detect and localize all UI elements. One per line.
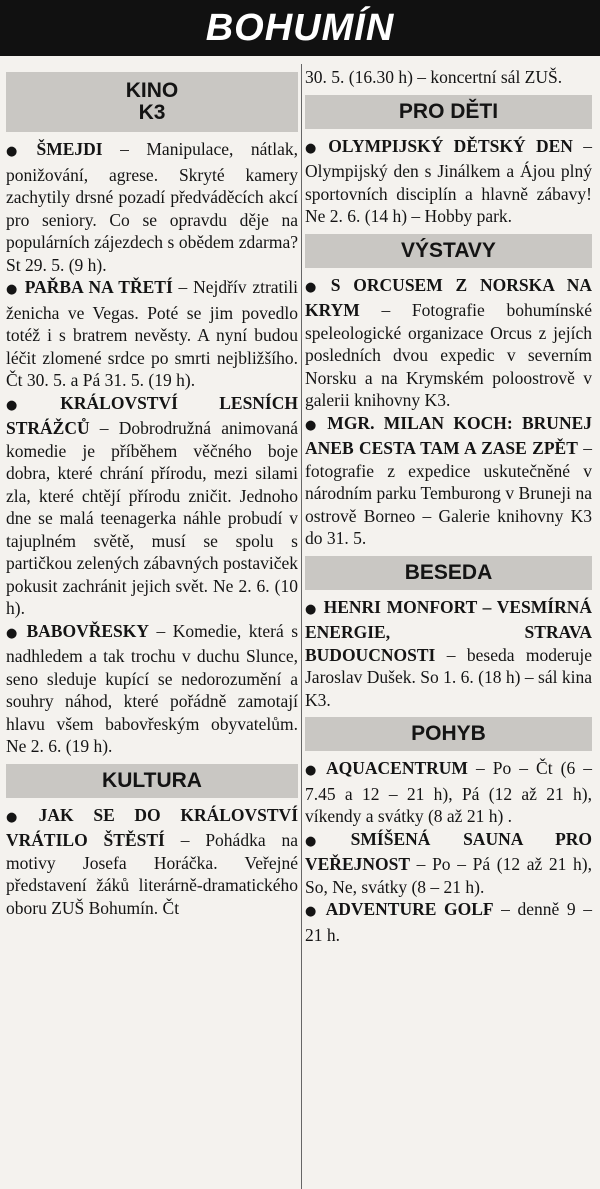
section-heading-pro-deti (305, 95, 592, 129)
event-title: ADVENTURE GOLF (325, 899, 494, 919)
event-title: JAK SE DO KRÁLOVSTVÍ VRÁTILO ŠTĚSTÍ (6, 804, 299, 850)
event-entry (305, 135, 592, 228)
event-text: – Dobrodružná animovaná komedie je příběhem věčného boje dobra, které chrání přírodu, mezi silami zla, které chtějí přírodu zničit. Jednoho dne se malá teenagerka náhle probudí v tajuplném světě, musí se spolu s partičkou zelených zábavných postaviček pokusit zachránit jejich svět. Ne 2. 6. (10 h). (6, 418, 298, 618)
event-entry (305, 757, 592, 828)
event-text: – denně 9 – 21 h. (305, 899, 592, 945)
event-text: – beseda moderuje Jaroslav Dušek. So 1. 6. (18 h) – sál kina K3. (305, 644, 592, 710)
right-column (305, 66, 592, 1189)
event-entry (6, 804, 298, 920)
section-heading-vystavy (305, 234, 592, 268)
vystavy-heading: VÝSTAVY (401, 238, 496, 262)
event-entry (305, 898, 592, 946)
bullet-icon: ● (6, 282, 19, 297)
event-entry (305, 412, 592, 550)
bullet-icon: ● (305, 140, 323, 156)
event-text: – Nejdřív ztratili ženicha ve Vegas. Poté se jim povedlo totéž i s bratrem nevěsty. A nyní budou léčit zlomené srdce po smrti nejbližšího. Čt 30. 5. a Pá 31. 5. (19 h). (6, 277, 298, 390)
bullet-icon: ● (6, 144, 31, 159)
event-title: MGR. MILAN KOCH: BRUNEJ ANEB CESTA TAM A ZASE ZPĚT (305, 412, 592, 458)
event-text: – Po – Pá (12 až 21 h), So, Ne, svátky (8 – 21 h). (305, 854, 592, 897)
bullet-icon: ● (305, 833, 345, 849)
event-text: – Pohádka na motivy Josefa Horáčka. Veřejné představení žáků literárně-dramatického oboru ZUŠ Bohumín. Čt (6, 830, 298, 918)
event-title: S ORCUSEM Z NORSKA NA KRYM (305, 274, 592, 320)
event-title: HENRI MONFORT – VESMÍRNÁ ENERGIE, STRAVA BUDOUCNOSTI (305, 596, 592, 665)
event-title: BABOVŘESKY (26, 620, 149, 641)
bullet-icon: ● (6, 809, 33, 825)
event-text: – Komedie, která s nadhledem a tak trochu v duchu Slunce, seno sleduje kupící se nedorozumění a souhry náhod, které pořádně zamotají hlavu všem babovřeským obyvatelům. Ne 2. 6. (19 h). (6, 620, 299, 756)
bullet-icon: ● (305, 417, 322, 433)
event-title: PAŘBA NA TŘETÍ (24, 277, 173, 297)
bullet-icon: ● (305, 763, 320, 778)
kultura-continuation: 30. 5. (16.30 h) – koncertní sál ZUŠ. (305, 67, 563, 87)
pro-deti-heading: PRO DĚTI (398, 99, 499, 123)
bullet-icon: ● (305, 601, 318, 617)
event-title: SMÍŠENÁ SAUNA PRO VEŘEJNOST (305, 828, 593, 874)
column-divider (301, 64, 302, 1189)
event-text: – fotografie z expedice uskutečněné v národním parku Temburong v Bruneji na ostrově Borneo – Galerie knihovny K3 do 31. 5. (305, 438, 592, 548)
bullet-icon: ● (305, 904, 320, 919)
page-title: BOHUMÍN (205, 6, 395, 49)
kultura-heading: KULTURA (102, 768, 202, 792)
event-text: – Manipulace, nátlak, ponižování, agrese. Skryté kamery zachytily drsné pozadí předváděcích akcí pro seniory. Co se opravdu děje na populárních zájezdech s obědem zdarma? St 29. 5. (9 h). (6, 139, 298, 275)
section-heading-beseda (305, 556, 592, 590)
section-heading-pohyb (305, 717, 592, 751)
bullet-icon: ● (6, 397, 55, 413)
event-title: ŠMEJDI (36, 139, 103, 159)
kino-subheading: K3 (138, 101, 166, 124)
section-heading-kultura (6, 764, 298, 798)
beseda-heading: BESEDA (404, 560, 493, 584)
event-entry (6, 620, 298, 758)
kino-heading: KINO (125, 79, 179, 102)
event-text: – Po – Čt (6 – 7.45 a 12 – 21 h), Pá (12 až 21 h), víkendy a svátky (8 až 21 h) . (305, 758, 592, 826)
pohyb-heading: POHYB (411, 722, 486, 745)
event-entry (305, 274, 592, 412)
event-entry (6, 276, 298, 392)
event-entry (305, 828, 592, 899)
event-title: OLYMPIJSKÝ DĚTSKÝ DEN (328, 135, 573, 156)
event-text: – Fotografie bohumínské speleologické organizace Orcus z jejích posledních dvou expedic v severním Norsku a na Krymském poloostrově v galerii knihovny K3. (305, 300, 592, 410)
bullet-icon: ● (305, 279, 325, 295)
event-entry (6, 138, 298, 276)
event-text: – Olympijský den s Jinálkem a Ájou plný sportovních disciplín a hlavně zábavy! Ne 2. 6. (14 h) – Hobby park. (305, 135, 593, 226)
masthead (0, 0, 600, 56)
section-heading-kino (6, 72, 298, 132)
event-title: KRÁLOVSTVÍ LESNÍCH STRÁŽCŮ (6, 392, 298, 438)
event-title: AQUACENTRUM (326, 758, 468, 778)
left-column (6, 66, 298, 1189)
bullet-icon: ● (6, 625, 21, 641)
event-entry (6, 392, 298, 620)
event-entry (305, 596, 592, 712)
